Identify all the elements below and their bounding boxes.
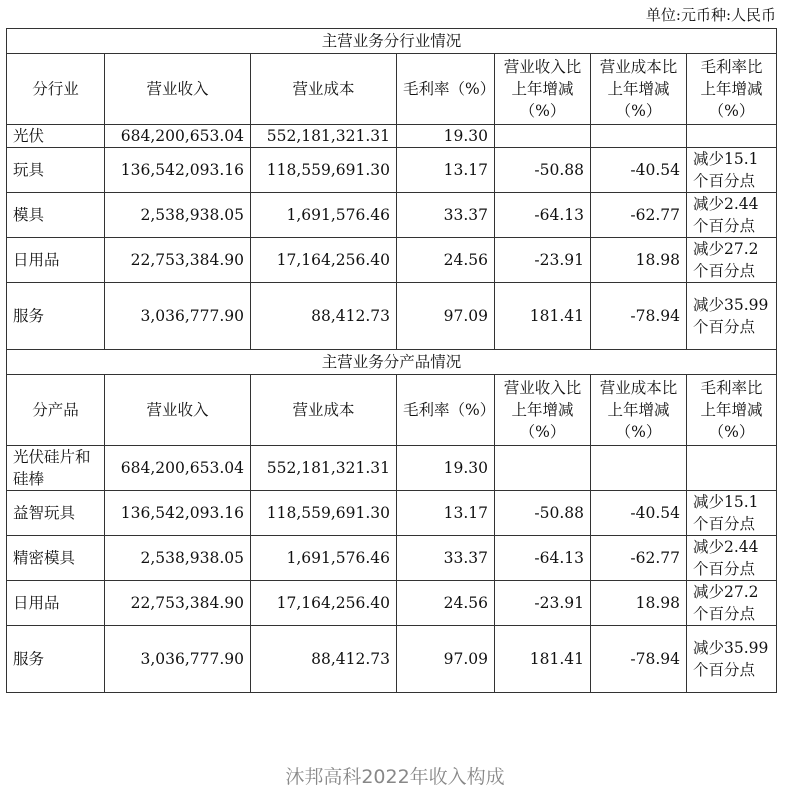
row-name: 精密模具 bbox=[7, 536, 105, 581]
revenue-cell: 3,036,777.90 bbox=[105, 283, 251, 350]
revenue-change-cell: -50.88 bbox=[495, 148, 591, 193]
header-cell: 分行业 bbox=[7, 54, 105, 125]
margin-change-cell: 减少27.2个百分点 bbox=[687, 581, 777, 626]
table-row bbox=[7, 238, 777, 283]
row-name: 日用品 bbox=[7, 238, 105, 283]
margin-cell: 97.09 bbox=[397, 626, 495, 693]
margin-cell: 13.17 bbox=[397, 148, 495, 193]
header-cell: 营业成本 bbox=[251, 375, 397, 446]
table-row bbox=[7, 581, 777, 626]
margin-cell: 19.30 bbox=[397, 125, 495, 148]
revenue-cell: 136,542,093.16 bbox=[105, 148, 251, 193]
cost-cell: 1,691,576.46 bbox=[251, 193, 397, 238]
cost-cell: 552,181,321.31 bbox=[251, 125, 397, 148]
unit-label: 单位:元币种:人民币 bbox=[645, 6, 776, 24]
cost-cell: 17,164,256.40 bbox=[251, 581, 397, 626]
revenue-change-cell bbox=[495, 125, 591, 148]
revenue-change-cell: 181.41 bbox=[495, 283, 591, 350]
revenue-cell: 22,753,384.90 bbox=[105, 581, 251, 626]
cost-cell: 118,559,691.30 bbox=[251, 491, 397, 536]
cost-cell: 88,412.73 bbox=[251, 626, 397, 693]
row-name: 益智玩具 bbox=[7, 491, 105, 536]
revenue-cell: 684,200,653.04 bbox=[105, 446, 251, 491]
cost-cell: 118,559,691.30 bbox=[251, 148, 397, 193]
margin-change-cell: 减少27.2个百分点 bbox=[687, 238, 777, 283]
header-cell: 毛利率比上年增减（%） bbox=[687, 375, 777, 446]
margin-change-cell: 减少2.44个百分点 bbox=[687, 193, 777, 238]
header-cell: 毛利率比上年增减（%） bbox=[687, 54, 777, 125]
revenue-cell: 3,036,777.90 bbox=[105, 626, 251, 693]
revenue-cell: 136,542,093.16 bbox=[105, 491, 251, 536]
header-cell: 分产品 bbox=[7, 375, 105, 446]
margin-cell: 33.37 bbox=[397, 193, 495, 238]
row-name: 玩具 bbox=[7, 148, 105, 193]
revenue-cell: 2,538,938.05 bbox=[105, 193, 251, 238]
revenue-change-cell: -23.91 bbox=[495, 581, 591, 626]
row-name: 服务 bbox=[7, 283, 105, 350]
revenue-cell: 684,200,653.04 bbox=[105, 125, 251, 148]
table-row bbox=[7, 283, 777, 350]
header-cell: 营业收入比上年增减（%） bbox=[495, 54, 591, 125]
revenue-cell: 22,753,384.90 bbox=[105, 238, 251, 283]
table-row bbox=[7, 148, 777, 193]
margin-change-cell: 减少35.99个百分点 bbox=[687, 626, 777, 693]
section-title-row bbox=[7, 29, 777, 54]
margin-cell: 33.37 bbox=[397, 536, 495, 581]
header-cell: 营业成本比上年增减（%） bbox=[591, 375, 687, 446]
header-cell: 毛利率（%） bbox=[397, 54, 495, 125]
cost-change-cell: 18.98 bbox=[591, 581, 687, 626]
cost-change-cell bbox=[591, 125, 687, 148]
revenue-change-cell: -64.13 bbox=[495, 536, 591, 581]
revenue-table bbox=[6, 28, 777, 693]
cost-change-cell: 18.98 bbox=[591, 238, 687, 283]
margin-change-cell: 减少15.1个百分点 bbox=[687, 491, 777, 536]
section-title-row bbox=[7, 350, 777, 375]
margin-change-cell bbox=[687, 125, 777, 148]
header-cell: 营业收入 bbox=[105, 54, 251, 125]
header-cell: 毛利率（%） bbox=[397, 375, 495, 446]
header-row bbox=[7, 54, 777, 125]
table-row bbox=[7, 193, 777, 238]
revenue-change-cell: -64.13 bbox=[495, 193, 591, 238]
margin-cell: 24.56 bbox=[397, 238, 495, 283]
margin-cell: 97.09 bbox=[397, 283, 495, 350]
table-row bbox=[7, 491, 777, 536]
header-cell: 营业成本 bbox=[251, 54, 397, 125]
header-row bbox=[7, 375, 777, 446]
row-name: 光伏硅片和硅棒 bbox=[7, 446, 105, 491]
section-title: 主营业务分行业情况 bbox=[7, 29, 777, 54]
cost-change-cell: -78.94 bbox=[591, 626, 687, 693]
cost-change-cell bbox=[591, 446, 687, 491]
margin-change-cell: 减少2.44个百分点 bbox=[687, 536, 777, 581]
cost-change-cell: -78.94 bbox=[591, 283, 687, 350]
cost-cell: 17,164,256.40 bbox=[251, 238, 397, 283]
cost-change-cell: -40.54 bbox=[591, 148, 687, 193]
cost-change-cell: -40.54 bbox=[591, 491, 687, 536]
cost-cell: 552,181,321.31 bbox=[251, 446, 397, 491]
cost-change-cell: -62.77 bbox=[591, 536, 687, 581]
revenue-change-cell: -23.91 bbox=[495, 238, 591, 283]
margin-cell: 19.30 bbox=[397, 446, 495, 491]
row-name: 服务 bbox=[7, 626, 105, 693]
table-row bbox=[7, 125, 777, 148]
cost-change-cell: -62.77 bbox=[591, 193, 687, 238]
header-cell: 营业成本比上年增减（%） bbox=[591, 54, 687, 125]
margin-cell: 13.17 bbox=[397, 491, 495, 536]
row-name: 日用品 bbox=[7, 581, 105, 626]
revenue-cell: 2,538,938.05 bbox=[105, 536, 251, 581]
table-row bbox=[7, 446, 777, 491]
cost-cell: 1,691,576.46 bbox=[251, 536, 397, 581]
revenue-change-cell: 181.41 bbox=[495, 626, 591, 693]
margin-change-cell: 减少35.99个百分点 bbox=[687, 283, 777, 350]
header-cell: 营业收入比上年增减（%） bbox=[495, 375, 591, 446]
image-caption: 沐邦高科2022年收入构成 bbox=[285, 766, 505, 788]
margin-change-cell bbox=[687, 446, 777, 491]
margin-cell: 24.56 bbox=[397, 581, 495, 626]
row-name: 光伏 bbox=[7, 125, 105, 148]
table-row bbox=[7, 536, 777, 581]
row-name: 模具 bbox=[7, 193, 105, 238]
cost-cell: 88,412.73 bbox=[251, 283, 397, 350]
revenue-change-cell bbox=[495, 446, 591, 491]
margin-change-cell: 减少15.1个百分点 bbox=[687, 148, 777, 193]
header-cell: 营业收入 bbox=[105, 375, 251, 446]
section-title: 主营业务分产品情况 bbox=[7, 350, 777, 375]
revenue-change-cell: -50.88 bbox=[495, 491, 591, 536]
table-row bbox=[7, 626, 777, 693]
